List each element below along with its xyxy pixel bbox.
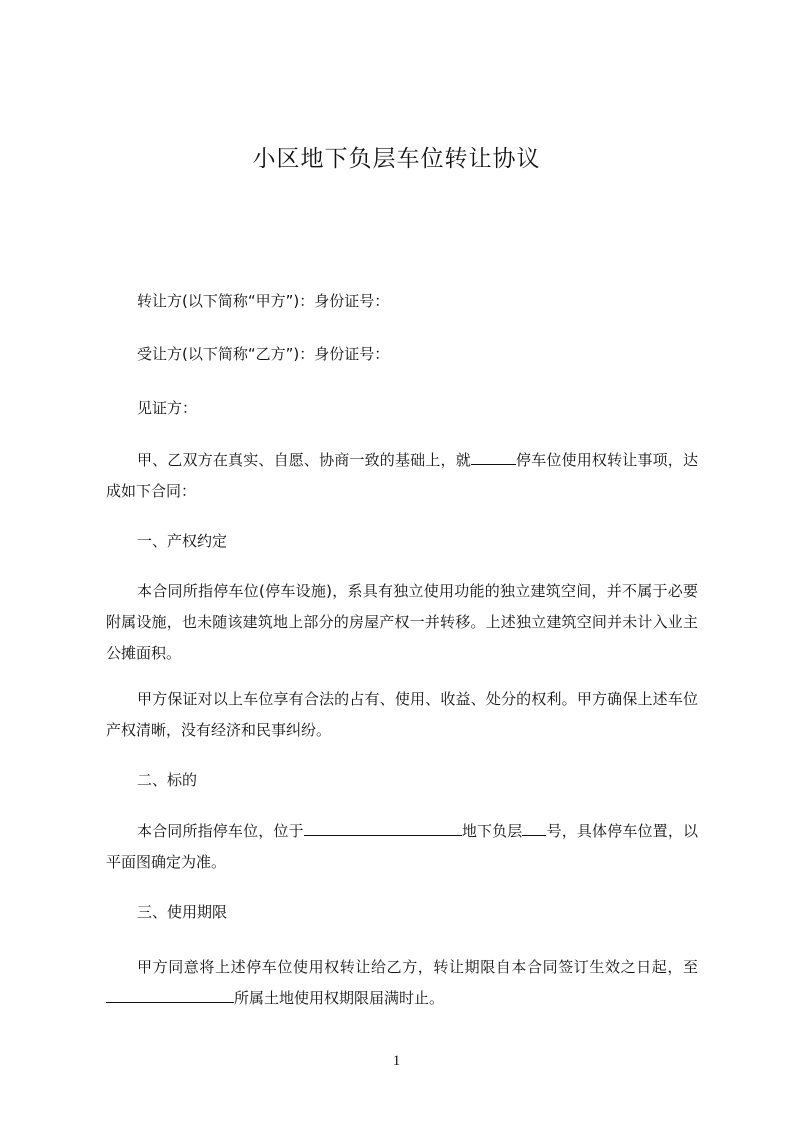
section-2-paragraph [106, 816, 698, 878]
number-blank-field [522, 821, 546, 836]
section-3-text-end: 所属土地使用权期限届满时止。 [234, 989, 445, 1007]
location-blank-field [304, 821, 462, 836]
transferor-line: 转让方(以下简称“甲方”)：身份证号： [137, 292, 390, 310]
section-2-text-end: 号，具体停车位置，以平面图确定为准。 [106, 822, 698, 871]
section-3-paragraph [106, 952, 698, 1014]
section-1-paragraph-2: 甲方保证对以上车位享有合法的占有、使用、收益、处分的权利。甲方确保上述车位产权清晰，没有经济和民事纠纷。 [106, 690, 698, 739]
witness-line: 见证方： [137, 399, 198, 417]
intro-paragraph [106, 445, 698, 507]
intro-text-end: 停车位使用权转让事项，达成如下合同： [106, 451, 698, 500]
intro-text-start: 甲、乙双方在真实、自愿、协商一致的基础上，就 [137, 451, 471, 469]
section-2-text-start: 本合同所指停车位，位于 [137, 822, 304, 840]
page-number: 1 [392, 1053, 401, 1069]
transferee-line: 受让方(以下简称“乙方”)：身份证号： [137, 345, 390, 363]
section-1-paragraph-1: 本合同所指停车位(停车设施)，系具有独立使用功能的独立建筑空间，并不属于必要附属设施，也未随该建筑地上部分的房屋产权一并转移。上述独立建筑空间并未计入业主公摊面积。 [106, 582, 698, 662]
document-title: 小区地下负层车位转让协议 [252, 146, 541, 172]
intro-blank-field [471, 450, 516, 465]
section-2-text-middle: 地下负层 [461, 822, 523, 840]
section-3-heading: 三、使用期限 [137, 903, 228, 921]
end-date-blank-field [106, 988, 234, 1003]
section-2-heading: 二、标的 [137, 771, 198, 789]
section-3-text-start: 甲方同意将上述停车位使用权转让给乙方，转让期限自本合同签订生效之日起，至 [137, 958, 698, 976]
section-1-heading: 一、产权约定 [137, 532, 228, 550]
